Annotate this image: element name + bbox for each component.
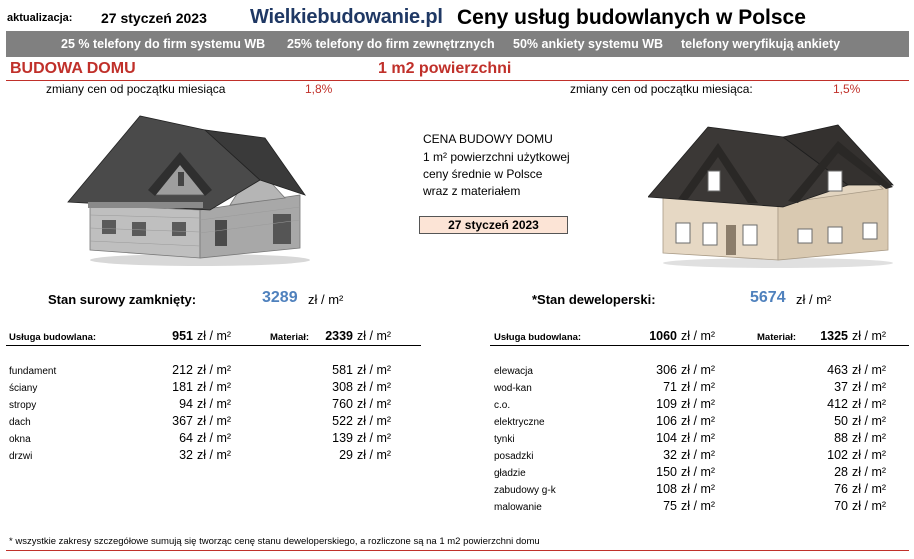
left-stage-price: 3289: [262, 289, 298, 306]
updated-label: aktualizacja:: [7, 12, 73, 24]
footer-rule: [6, 550, 909, 551]
table-row-material: 70: [834, 499, 848, 513]
right-change-label: zmiany cen od początku miesiąca:: [570, 82, 753, 96]
left-service-total: 951: [172, 329, 193, 343]
table-row-name: tynki: [494, 434, 515, 445]
unit-label: zł / m²: [852, 482, 887, 496]
left-stage-label: Stan surowy zamknięty:: [48, 292, 197, 307]
table-row-material: 28: [834, 465, 848, 479]
table-row-service: 75: [663, 499, 677, 513]
left-change-label: zmiany cen od początku miesiąca: [46, 82, 226, 96]
unit-label: zł / m²: [681, 380, 716, 394]
right-service-header: Usługa budowlana:: [494, 332, 582, 343]
table-row-material: 412: [827, 397, 848, 411]
banner-item: 25% telefony do firm zewnętrznych: [287, 37, 495, 51]
table-row-name: fundament: [9, 366, 57, 377]
footnote: * wszystkie zakresy szczegółowe sumują się tworząc cenę stanu deweloperskiego, a rozliczone są na 1 m2 powierzchni domu: [9, 536, 540, 547]
table-row-name: gładzie: [494, 468, 526, 479]
unit-label: zł / m²: [852, 499, 887, 513]
table-row-service: 150: [656, 465, 677, 479]
unit-label: zł / m²: [681, 397, 716, 411]
banner-item: telefony weryfikują ankiety: [681, 37, 841, 51]
table-row-name: okna: [9, 434, 31, 445]
house-finished-image: [648, 115, 898, 270]
table-row-name: malowanie: [494, 502, 542, 513]
unit-label: zł / m²: [357, 448, 392, 462]
table-row-service: 367: [172, 414, 193, 428]
unit-label: zł / m²: [852, 329, 887, 343]
table-row-material: 581: [332, 363, 353, 377]
unit-label: zł / m²: [357, 397, 392, 411]
section-subtitle: 1 m2 powierzchni: [378, 60, 512, 77]
table-row-material: 308: [332, 380, 353, 394]
unit-label: zł / m²: [681, 465, 716, 479]
unit-label: zł / m²: [357, 329, 392, 343]
banner-item: 50% ankiety systemu WB: [513, 37, 664, 51]
unit-label: zł / m²: [681, 448, 716, 462]
methodology-banner: [6, 31, 909, 57]
table-row-name: wod-kan: [494, 383, 532, 394]
unit-label: zł / m²: [357, 414, 392, 428]
unit-label: zł / m²: [681, 329, 716, 343]
table-row-service: 109: [656, 397, 677, 411]
unit-label: zł / m²: [357, 431, 392, 445]
unit-label: zł / m²: [681, 431, 716, 445]
table-row-material: 50: [834, 414, 848, 428]
table-row-service: 212: [172, 363, 193, 377]
right-material-total: 1325: [820, 329, 848, 343]
table-row-material: 37: [834, 380, 848, 394]
info-line-1: CENA BUDOWY DOMU: [423, 132, 553, 146]
unit-label: zł / m²: [197, 414, 232, 428]
info-line-4: wraz z materiałem: [423, 184, 521, 198]
table-row-material: 88: [834, 431, 848, 445]
site-logo[interactable]: Wielkiebudowanie.pl: [250, 6, 443, 28]
table-row-service: 32: [179, 448, 193, 462]
unit-label: zł / m²: [681, 482, 716, 496]
left-service-header: Usługa budowlana:: [9, 332, 97, 343]
table-row-name: dach: [9, 417, 31, 428]
unit-label: zł / m²: [852, 380, 887, 394]
table-row-material: 463: [827, 363, 848, 377]
section-title: BUDOWA DOMU: [10, 60, 136, 77]
right-stage-unit: zł / m²: [796, 292, 832, 307]
unit-label: zł / m²: [681, 414, 716, 428]
right-change-value: 1,5%: [833, 82, 861, 96]
table-row-material: 29: [339, 448, 353, 462]
table-header-rule: [490, 345, 909, 346]
banner-item: 25 % telefony do firm systemu WB: [61, 37, 266, 51]
table-row-material: 76: [834, 482, 848, 496]
right-stage-price: 5674: [750, 289, 786, 306]
unit-label: zł / m²: [197, 448, 232, 462]
unit-label: zł / m²: [681, 499, 716, 513]
table-row-service: 104: [656, 431, 677, 445]
table-row-material: 102: [827, 448, 848, 462]
table-row-service: 306: [656, 363, 677, 377]
right-service-total: 1060: [649, 329, 677, 343]
left-material-total: 2339: [325, 329, 353, 343]
unit-label: zł / m²: [197, 329, 232, 343]
unit-label: zł / m²: [357, 380, 392, 394]
info-line-2: 1 m² powierzchni użytkowej: [423, 150, 570, 164]
table-row-service: 64: [179, 431, 193, 445]
table-header-rule: [6, 345, 421, 346]
table-row-service: 94: [179, 397, 193, 411]
table-row-name: c.o.: [494, 400, 511, 411]
unit-label: zł / m²: [197, 363, 232, 377]
unit-label: zł / m²: [197, 431, 232, 445]
unit-label: zł / m²: [197, 397, 232, 411]
table-row-name: drzwi: [9, 451, 33, 462]
page-title: Ceny usług budowlanych w Polsce: [457, 6, 806, 29]
unit-label: zł / m²: [852, 448, 887, 462]
unit-label: zł / m²: [197, 380, 232, 394]
table-row-name: ściany: [9, 383, 38, 394]
table-row-material: 760: [332, 397, 353, 411]
right-stage-label: *Stan deweloperski:: [532, 292, 656, 307]
table-row-service: 106: [656, 414, 677, 428]
left-change-value: 1,8%: [305, 82, 333, 96]
table-row-name: elektryczne: [494, 417, 545, 428]
unit-label: zł / m²: [852, 397, 887, 411]
right-material-header: Materiał:: [757, 332, 797, 343]
unit-label: zł / m²: [852, 465, 887, 479]
table-row-service: 108: [656, 482, 677, 496]
unit-label: zł / m²: [852, 431, 887, 445]
updated-date: 27 styczeń 2023: [101, 10, 207, 26]
left-stage-unit: zł / m²: [308, 292, 344, 307]
table-row-material: 139: [332, 431, 353, 445]
section-divider: [6, 80, 909, 81]
unit-label: zł / m²: [852, 414, 887, 428]
table-row-material: 522: [332, 414, 353, 428]
table-row-name: elewacja: [494, 366, 533, 377]
info-line-3: ceny średnie w Polsce: [423, 167, 543, 181]
unit-label: zł / m²: [357, 363, 392, 377]
table-row-name: zabudowy g-k: [494, 485, 556, 496]
left-material-header: Materiał:: [270, 332, 310, 343]
unit-label: zł / m²: [681, 363, 716, 377]
house-shell-image: [60, 110, 310, 270]
unit-label: zł / m²: [852, 363, 887, 377]
table-row-service: 32: [663, 448, 677, 462]
price-date-badge: 27 styczeń 2023: [419, 216, 568, 234]
table-row-name: stropy: [9, 400, 37, 411]
table-row-service: 71: [663, 380, 677, 394]
table-row-name: posadzki: [494, 451, 534, 462]
table-row-service: 181: [172, 380, 193, 394]
